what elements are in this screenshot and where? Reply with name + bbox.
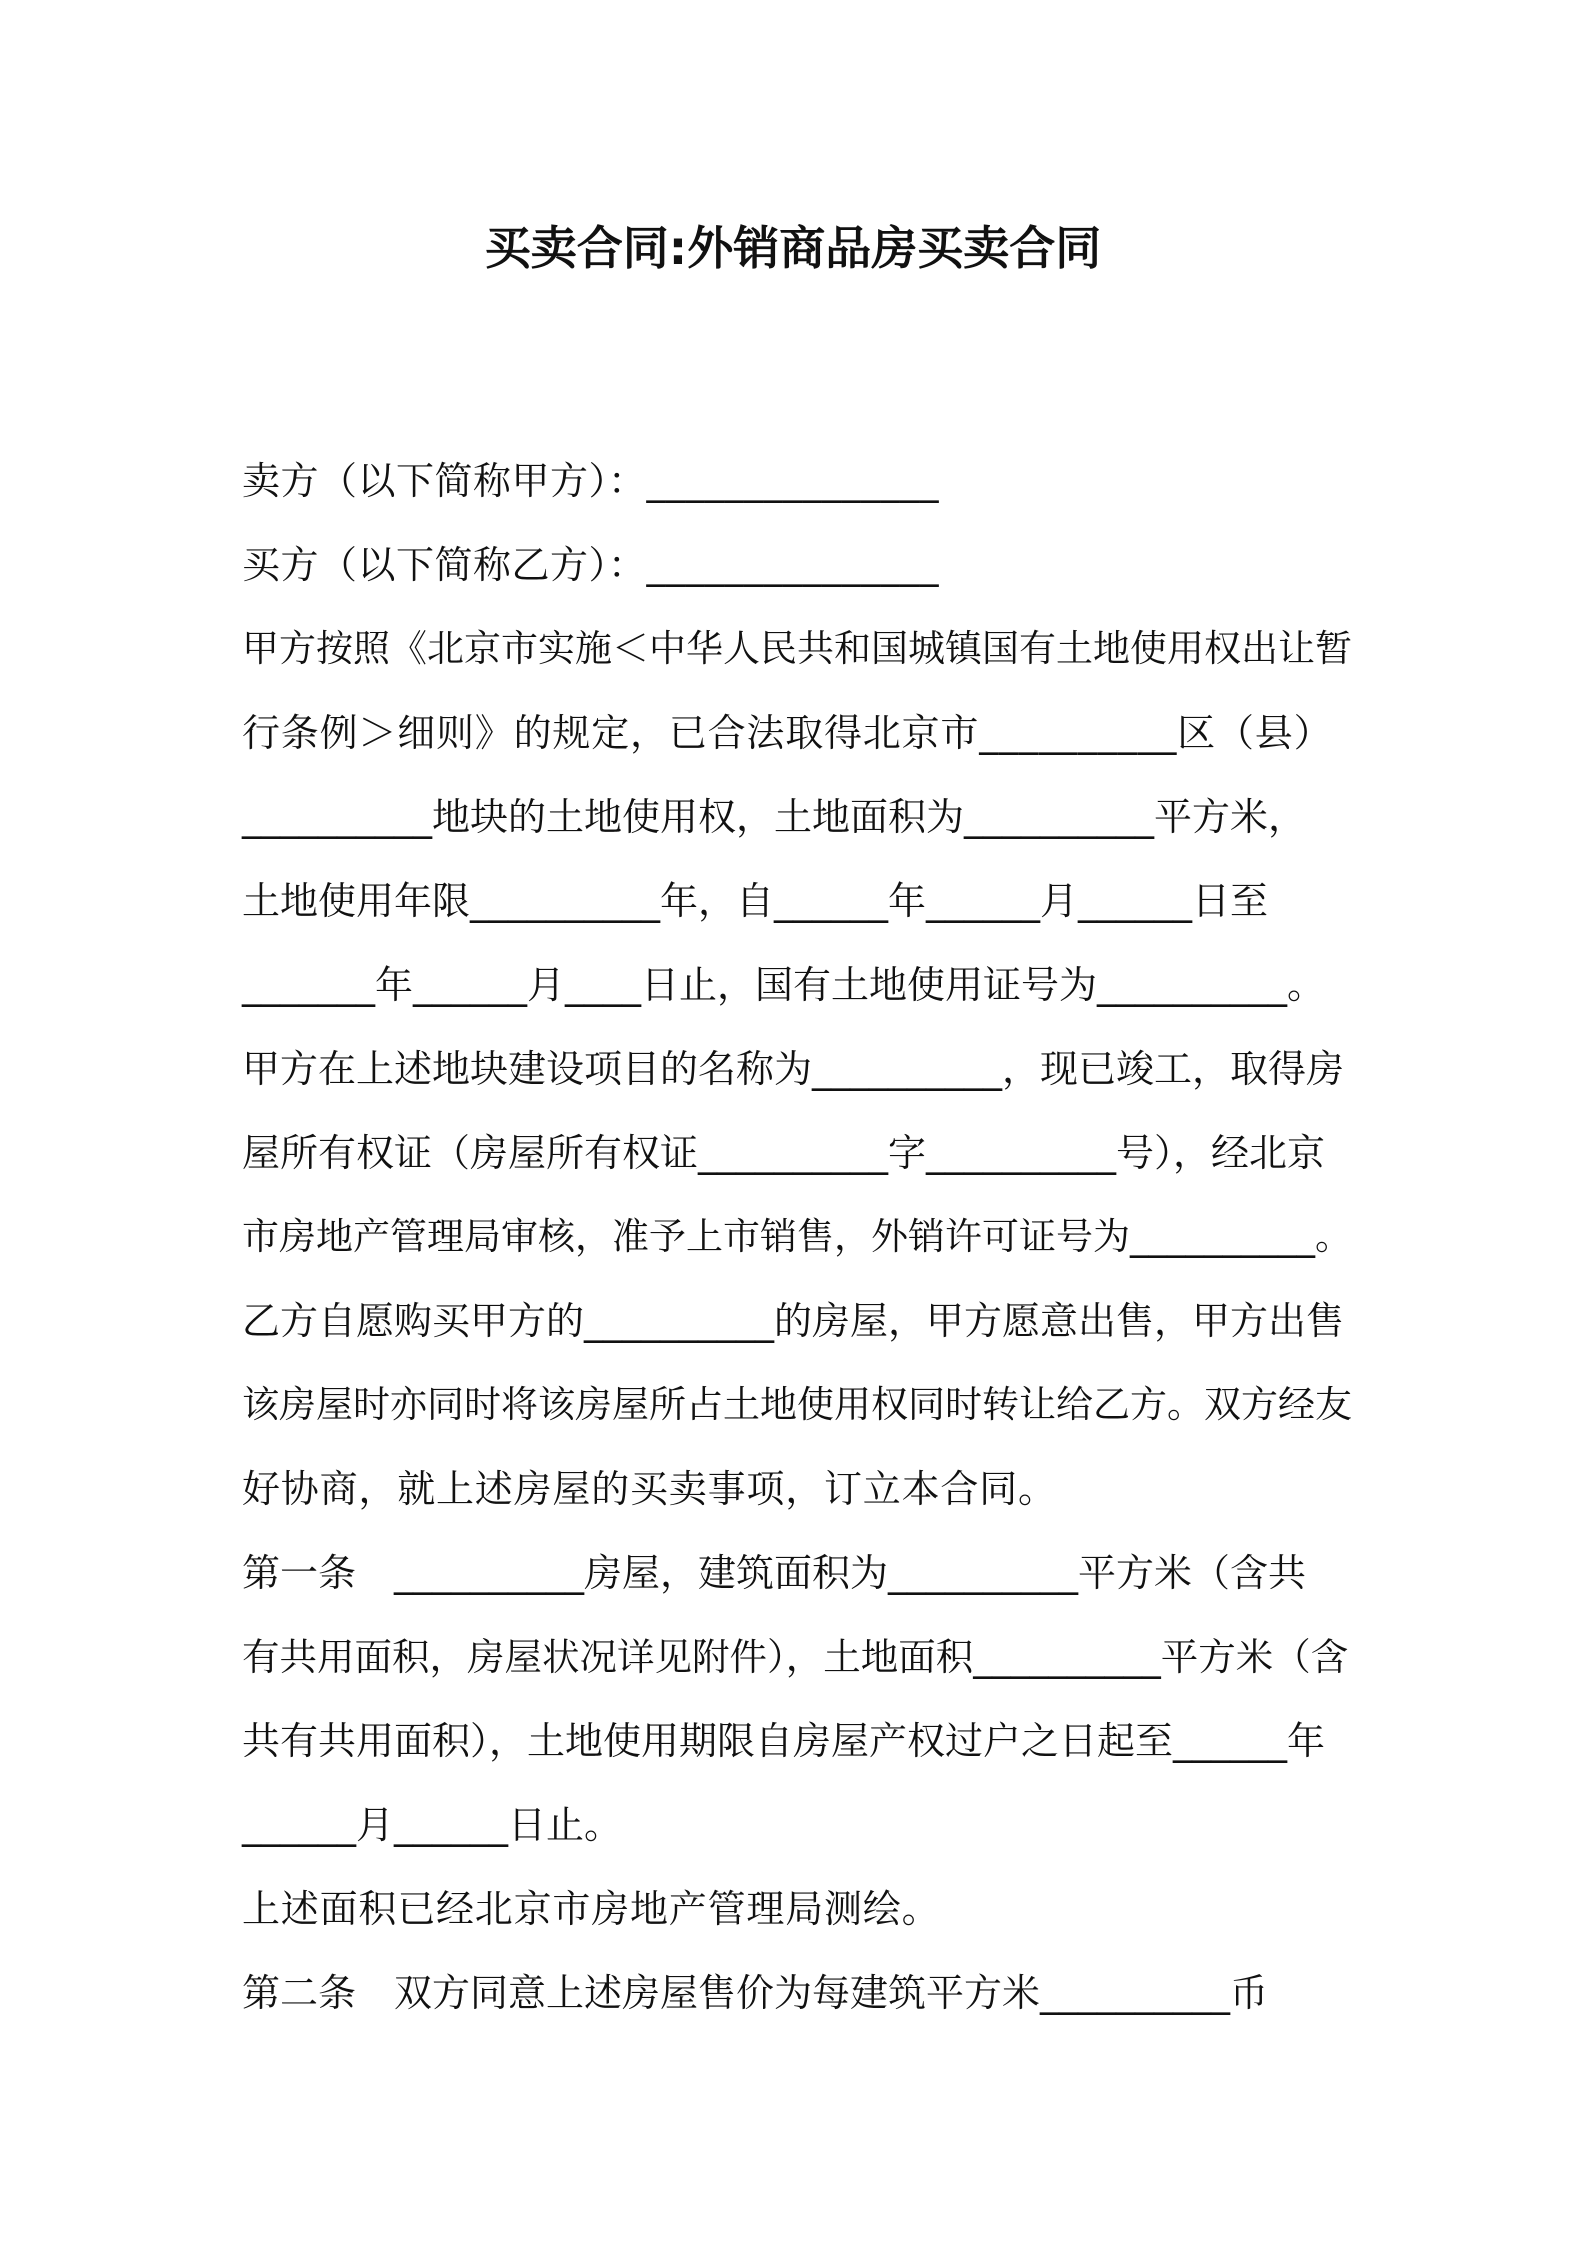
- article-2-heading-line: 第二条 双方同意上述房屋售价为每建筑平方米__________币: [242, 1971, 1269, 2015]
- text-line: 共有共用面积），土地使用期限自房屋产权过户之日起至______年: [242, 1719, 1326, 1763]
- text-line: _______年______月____日止，国有土地使用证号为__________。: [242, 963, 1326, 1007]
- document-body: [242, 451, 1362, 2047]
- text-line: 市房地产管理局审核，准予上市销售，外销许可证号为__________。: [242, 1215, 1352, 1258]
- text-line: 上述面积已经北京市房地产管理局测绘。: [242, 1887, 941, 1931]
- text-line: 甲方按照《北京市实施＜中华人民共和国城镇国有土地使用权出让暂: [242, 627, 1352, 670]
- text-line: 屋所有权证（房屋所有权证__________字__________号），经北京: [242, 1131, 1326, 1175]
- text-line: __________地块的土地使用权，土地面积为__________平方米，: [242, 795, 1307, 839]
- text-line: 行条例＞细则》的规定，已合法取得北京市__________区（县）: [242, 711, 1333, 755]
- text-line: 土地使用年限__________年，自______年______月______日至: [242, 879, 1269, 923]
- document-title: 买卖合同:外销商品房买卖合同: [484, 221, 1102, 275]
- article-1-heading-line: 第一条 __________房屋，建筑面积为__________平方米（含共: [242, 1551, 1307, 1595]
- text-line: 乙方自愿购买甲方的__________的房屋，甲方愿意出售，甲方出售: [242, 1299, 1345, 1343]
- text-line: 卖方（以下简称甲方）：_______________: [242, 459, 940, 503]
- text-line: 买方（以下简称乙方）：_______________: [242, 543, 940, 587]
- text-line: 有共用面积，房屋状况详见附件），土地面积__________平方米（含: [242, 1635, 1349, 1679]
- text-line: 好协商，就上述房屋的买卖事项，订立本合同。: [242, 1467, 1057, 1511]
- text-line: 该房屋时亦同时将该房屋所占土地使用权同时转让给乙方。双方经友: [242, 1383, 1352, 1426]
- text-line: 甲方在上述地块建设项目的名称为__________，现已竣工，取得房: [242, 1047, 1345, 1091]
- text-line: ______月______日止。: [242, 1803, 623, 1847]
